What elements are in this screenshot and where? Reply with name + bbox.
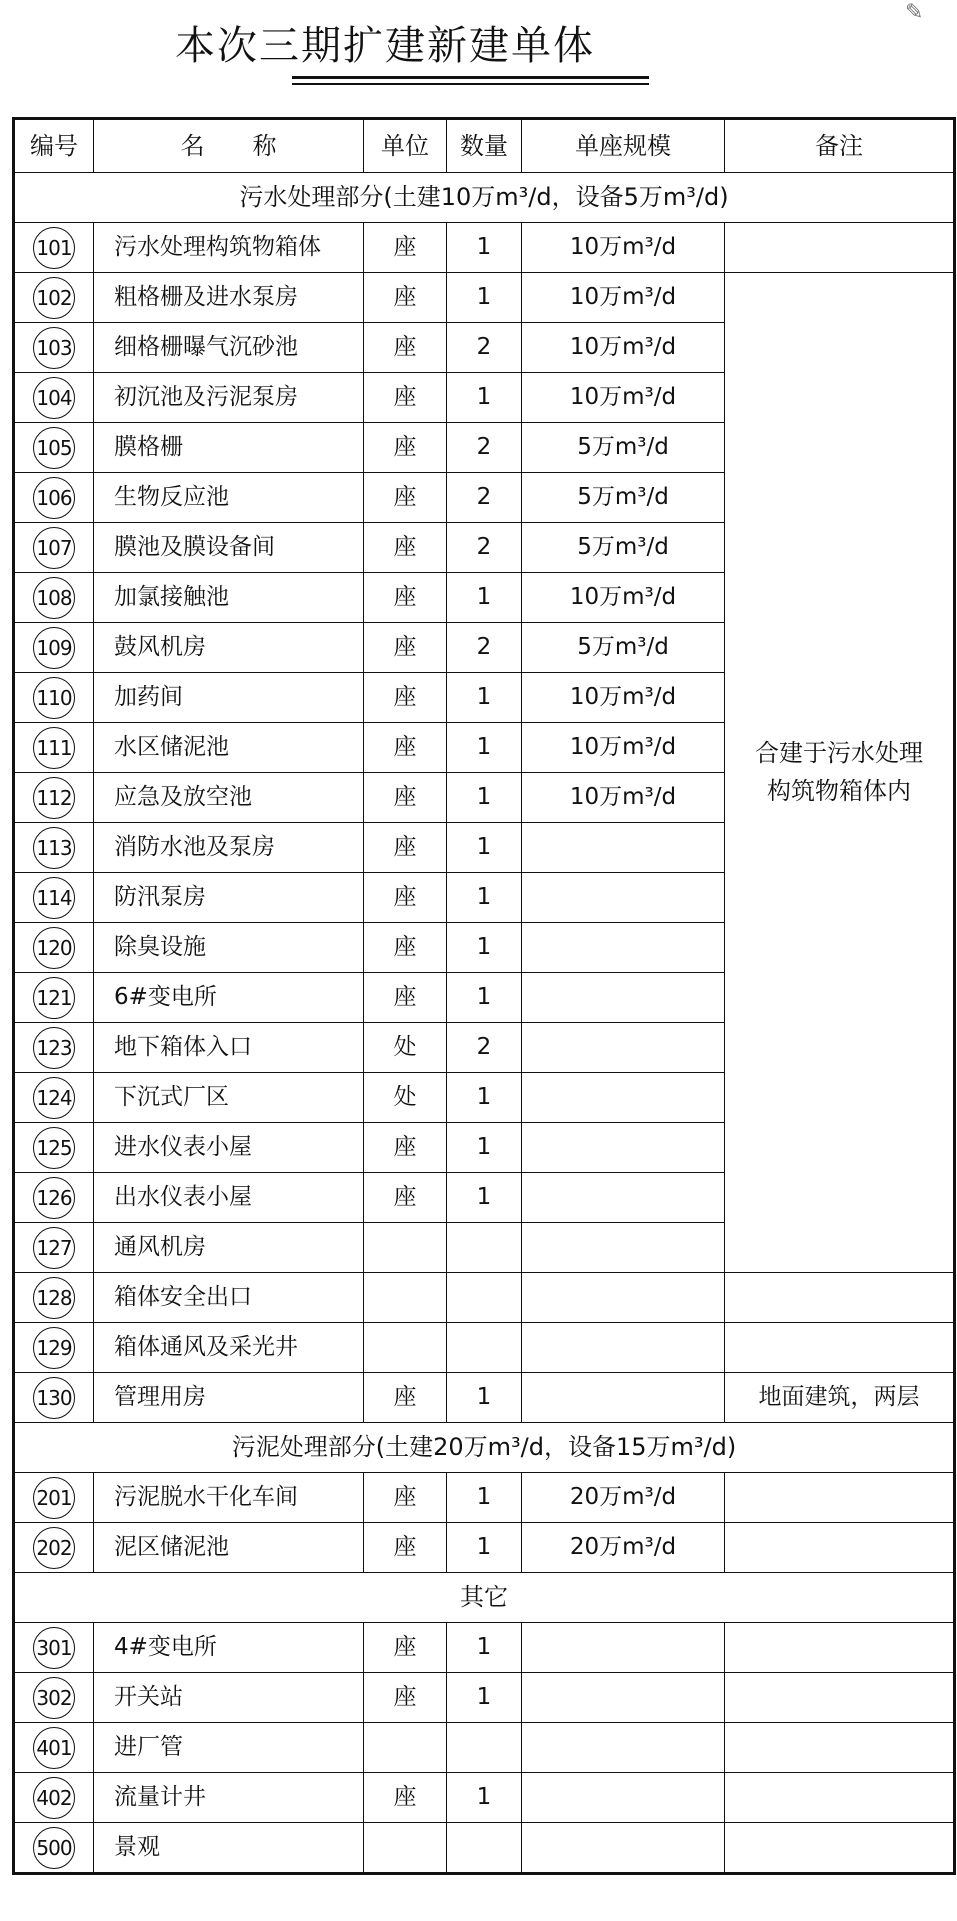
row-qty: 1 xyxy=(447,1073,522,1123)
row-qty: 1 xyxy=(447,973,522,1023)
row-qty: 1 xyxy=(447,1173,522,1223)
row-unit: 座 xyxy=(364,1473,447,1523)
row-name: 管理用房 xyxy=(94,1373,364,1423)
row-scale xyxy=(522,1173,725,1223)
row-code: 402 xyxy=(33,1777,75,1819)
row-qty: 2 xyxy=(447,1023,522,1073)
row-scale xyxy=(522,1673,725,1723)
row-code: 128 xyxy=(33,1277,75,1319)
row-name: 通风机房 xyxy=(94,1223,364,1273)
row-scale xyxy=(522,823,725,873)
row-scale: 10万m³/d xyxy=(522,323,725,373)
row-code: 123 xyxy=(33,1027,75,1069)
row-scale xyxy=(522,1273,725,1323)
row-name: 膜格栅 xyxy=(94,423,364,473)
row-unit: 座 xyxy=(364,973,447,1023)
row-qty: 1 xyxy=(447,673,522,723)
row-scale: 10万m³/d xyxy=(522,723,725,773)
row-unit: 座 xyxy=(364,323,447,373)
row-name: 消防水池及泵房 xyxy=(94,823,364,873)
row-unit: 座 xyxy=(364,1773,447,1823)
row-code: 130 xyxy=(33,1377,75,1419)
row-scale xyxy=(522,1123,725,1173)
row-qty: 1 xyxy=(447,573,522,623)
row-remark xyxy=(725,1323,955,1373)
row-qty: 1 xyxy=(447,1623,522,1673)
header-code: 编号 xyxy=(14,119,94,173)
section-sewage-label: 污水处理部分(土建10万m³/d，设备5万m³/d) xyxy=(14,173,955,223)
row-scale xyxy=(522,1323,725,1373)
row-unit: 座 xyxy=(364,923,447,973)
row-name: 污水处理构筑物箱体 xyxy=(94,223,364,273)
row-qty: 1 xyxy=(447,923,522,973)
table-row xyxy=(14,1323,955,1373)
section-other-label: 其它 xyxy=(14,1573,955,1623)
row-code: 401 xyxy=(33,1727,75,1769)
row-name: 水区储泥池 xyxy=(94,723,364,773)
row-code: 301 xyxy=(33,1627,75,1669)
row-unit: 座 xyxy=(364,873,447,923)
row-scale: 10万m³/d xyxy=(522,573,725,623)
row-name: 进厂管 xyxy=(94,1723,364,1773)
row-qty: 1 xyxy=(447,1523,522,1573)
row-unit: 处 xyxy=(364,1023,447,1073)
row-unit: 座 xyxy=(364,823,447,873)
row-name: 应急及放空池 xyxy=(94,773,364,823)
row-remark xyxy=(725,1623,955,1673)
row-name: 生物反应池 xyxy=(94,473,364,523)
row-scale xyxy=(522,1073,725,1123)
row-qty: 1 xyxy=(447,1123,522,1173)
row-qty: 1 xyxy=(447,1773,522,1823)
row-name: 6#变电所 xyxy=(94,973,364,1023)
row-qty: 2 xyxy=(447,323,522,373)
row-code: 125 xyxy=(33,1127,75,1169)
row-name: 景观 xyxy=(94,1823,364,1874)
row-qty: 2 xyxy=(447,623,522,673)
row-code: 129 xyxy=(33,1327,75,1369)
row-unit: 座 xyxy=(364,1373,447,1423)
pencil-icon: ✎ xyxy=(905,0,924,25)
row-scale xyxy=(522,873,725,923)
row-code: 112 xyxy=(33,777,75,819)
row-qty xyxy=(447,1223,522,1273)
row-remark-ground: 地面建筑，两层 xyxy=(725,1373,955,1423)
row-unit: 座 xyxy=(364,273,447,323)
row-remark xyxy=(725,223,955,273)
row-name: 细格栅曝气沉砂池 xyxy=(94,323,364,373)
row-name: 4#变电所 xyxy=(94,1623,364,1673)
title-underline-thick xyxy=(292,76,649,79)
page-title: 本次三期扩建新建单体 xyxy=(175,23,595,69)
row-scale: 20万m³/d xyxy=(522,1523,725,1573)
table-row xyxy=(14,273,955,323)
row-scale: 5万m³/d xyxy=(522,523,725,573)
row-scale xyxy=(522,1023,725,1073)
row-unit xyxy=(364,1323,447,1373)
row-name: 下沉式厂区 xyxy=(94,1073,364,1123)
row-code: 109 xyxy=(33,627,75,669)
row-qty: 1 xyxy=(447,1673,522,1723)
table-row xyxy=(14,1523,955,1573)
row-name: 鼓风机房 xyxy=(94,623,364,673)
row-name: 初沉池及污泥泵房 xyxy=(94,373,364,423)
row-remark xyxy=(725,1823,955,1874)
table-row xyxy=(14,1723,955,1773)
row-unit: 座 xyxy=(364,223,447,273)
row-code: 111 xyxy=(33,727,75,769)
remark-combined-line2: 构筑物箱体内 xyxy=(767,776,911,805)
table-row xyxy=(14,1773,955,1823)
row-remark xyxy=(725,1723,955,1773)
row-name: 进水仪表小屋 xyxy=(94,1123,364,1173)
row-name: 防汛泵房 xyxy=(94,873,364,923)
row-remark xyxy=(725,1673,955,1723)
row-code: 120 xyxy=(33,927,75,969)
header-remark: 备注 xyxy=(725,119,955,173)
row-name: 泥区储泥池 xyxy=(94,1523,364,1573)
row-name: 地下箱体入口 xyxy=(94,1023,364,1073)
section-other xyxy=(14,1573,955,1623)
section-sewage xyxy=(14,173,955,223)
row-unit: 座 xyxy=(364,1173,447,1223)
row-unit: 处 xyxy=(364,1073,447,1123)
table-row xyxy=(14,223,955,273)
row-scale xyxy=(522,973,725,1023)
row-scale: 10万m³/d xyxy=(522,773,725,823)
row-code: 104 xyxy=(33,377,75,419)
row-scale: 5万m³/d xyxy=(522,623,725,673)
row-scale xyxy=(522,1373,725,1423)
row-scale xyxy=(522,923,725,973)
row-unit: 座 xyxy=(364,623,447,673)
row-unit xyxy=(364,1223,447,1273)
row-qty: 1 xyxy=(447,1373,522,1423)
row-qty xyxy=(447,1323,522,1373)
row-qty: 1 xyxy=(447,823,522,873)
row-scale xyxy=(522,1623,725,1673)
header-row xyxy=(14,119,955,173)
table-body xyxy=(14,173,955,1874)
row-code: 103 xyxy=(33,327,75,369)
row-name: 箱体通风及采光井 xyxy=(94,1323,364,1373)
header-qty: 数量 xyxy=(447,119,522,173)
row-qty: 1 xyxy=(447,773,522,823)
row-scale: 10万m³/d xyxy=(522,673,725,723)
row-unit: 座 xyxy=(364,523,447,573)
table-row xyxy=(14,1673,955,1723)
row-unit: 座 xyxy=(364,673,447,723)
row-name: 开关站 xyxy=(94,1673,364,1723)
row-code: 113 xyxy=(33,827,75,869)
row-remark xyxy=(725,1773,955,1823)
row-name: 污泥脱水干化车间 xyxy=(94,1473,364,1523)
row-qty: 1 xyxy=(447,273,522,323)
row-unit: 座 xyxy=(364,1673,447,1723)
buildings-table xyxy=(12,117,956,1875)
row-scale xyxy=(522,1223,725,1273)
row-name: 加氯接触池 xyxy=(94,573,364,623)
row-code: 108 xyxy=(33,577,75,619)
row-remark xyxy=(725,1273,955,1323)
row-code: 106 xyxy=(33,477,75,519)
row-qty: 1 xyxy=(447,873,522,923)
row-unit: 座 xyxy=(364,423,447,473)
row-code: 105 xyxy=(33,427,75,469)
table-row xyxy=(14,1373,955,1423)
header-scale: 单座规模 xyxy=(522,119,725,173)
row-code: 201 xyxy=(33,1477,75,1519)
row-qty: 2 xyxy=(447,523,522,573)
row-remark xyxy=(725,1473,955,1523)
row-scale xyxy=(522,1773,725,1823)
row-code: 124 xyxy=(33,1077,75,1119)
row-code: 107 xyxy=(33,527,75,569)
row-scale: 5万m³/d xyxy=(522,473,725,523)
row-name: 加药间 xyxy=(94,673,364,723)
row-code: 126 xyxy=(33,1177,75,1219)
row-unit: 座 xyxy=(364,373,447,423)
section-sludge xyxy=(14,1423,955,1473)
row-code: 121 xyxy=(33,977,75,1019)
row-code: 500 xyxy=(33,1827,75,1869)
row-unit: 座 xyxy=(364,773,447,823)
row-unit xyxy=(364,1823,447,1874)
row-name: 除臭设施 xyxy=(94,923,364,973)
row-name: 流量计井 xyxy=(94,1773,364,1823)
row-scale xyxy=(522,1823,725,1874)
row-unit: 座 xyxy=(364,1623,447,1673)
row-remark-combined xyxy=(725,273,955,1273)
row-code: 114 xyxy=(33,877,75,919)
section-sludge-label: 污泥处理部分(土建20万m³/d，设备15万m³/d) xyxy=(14,1423,955,1473)
row-name: 箱体安全出口 xyxy=(94,1273,364,1323)
row-qty: 2 xyxy=(447,473,522,523)
row-unit xyxy=(364,1273,447,1323)
table-row xyxy=(14,1623,955,1673)
row-unit xyxy=(364,1723,447,1773)
row-code: 302 xyxy=(33,1677,75,1719)
row-qty: 2 xyxy=(447,423,522,473)
row-qty xyxy=(447,1723,522,1773)
row-scale: 5万m³/d xyxy=(522,423,725,473)
table-row xyxy=(14,1273,955,1323)
row-code: 202 xyxy=(33,1527,75,1569)
row-qty: 1 xyxy=(447,1473,522,1523)
header-unit: 单位 xyxy=(364,119,447,173)
row-qty xyxy=(447,1273,522,1323)
remark-combined-line1: 合建于污水处理 xyxy=(755,739,923,768)
row-qty xyxy=(447,1823,522,1874)
row-scale xyxy=(522,1723,725,1773)
row-unit: 座 xyxy=(364,1523,447,1573)
row-code: 110 xyxy=(33,677,75,719)
row-unit: 座 xyxy=(364,1123,447,1173)
row-remark xyxy=(725,1523,955,1573)
table-row xyxy=(14,1823,955,1874)
row-qty: 1 xyxy=(447,223,522,273)
row-unit: 座 xyxy=(364,723,447,773)
row-name: 膜池及膜设备间 xyxy=(94,523,364,573)
row-code: 102 xyxy=(33,277,75,319)
title-underline-thin xyxy=(292,83,649,85)
header-name: 名 称 xyxy=(94,119,364,173)
row-scale: 10万m³/d xyxy=(522,273,725,323)
row-scale: 10万m³/d xyxy=(522,373,725,423)
row-code: 101 xyxy=(33,227,75,269)
row-scale: 20万m³/d xyxy=(522,1473,725,1523)
row-qty: 1 xyxy=(447,373,522,423)
row-scale: 10万m³/d xyxy=(522,223,725,273)
row-unit: 座 xyxy=(364,573,447,623)
row-qty: 1 xyxy=(447,723,522,773)
row-code: 127 xyxy=(33,1227,75,1269)
row-name: 出水仪表小屋 xyxy=(94,1173,364,1223)
table-row xyxy=(14,1473,955,1523)
row-unit: 座 xyxy=(364,473,447,523)
row-name: 粗格栅及进水泵房 xyxy=(94,273,364,323)
